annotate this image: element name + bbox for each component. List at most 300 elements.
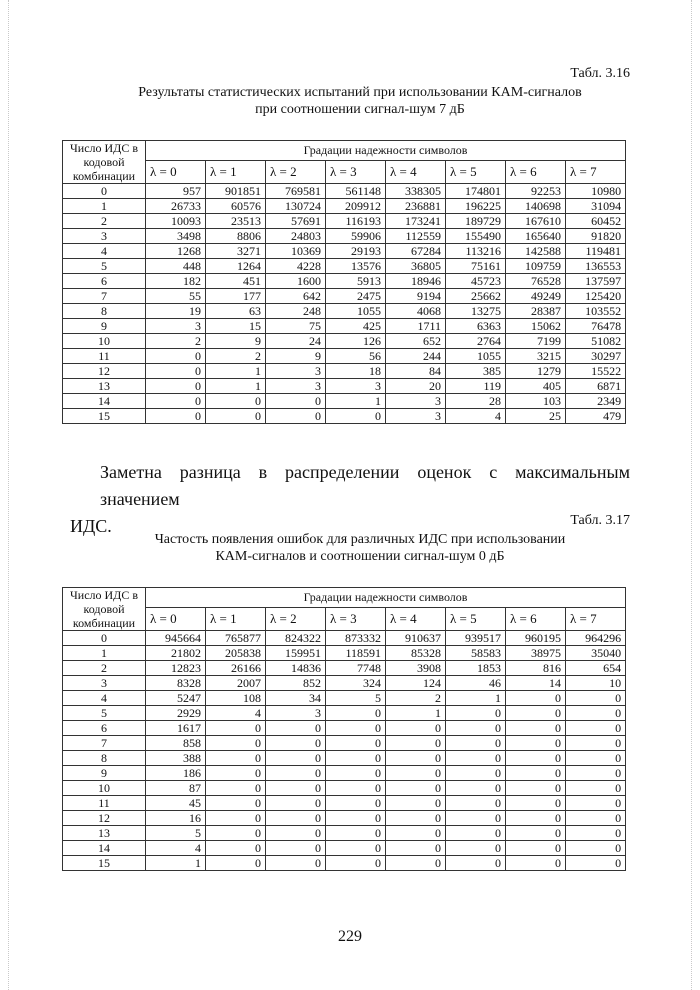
value-cell: 63 (206, 304, 266, 319)
value-cell: 10 (566, 676, 626, 691)
value-cell: 451 (206, 274, 266, 289)
row-index-cell: 2 (63, 661, 146, 676)
value-cell: 0 (206, 841, 266, 856)
value-cell: 34 (266, 691, 326, 706)
value-cell: 945664 (146, 631, 206, 646)
table1-caption (60, 84, 660, 118)
value-cell: 0 (446, 811, 506, 826)
value-cell: 13576 (326, 259, 386, 274)
value-cell: 9 (266, 349, 326, 364)
value-cell: 0 (446, 841, 506, 856)
value-cell: 852 (266, 676, 326, 691)
table1-lambda-row (63, 160, 626, 183)
value-cell: 3 (326, 379, 386, 394)
row-index-cell: 3 (63, 229, 146, 244)
body-paragraph (70, 459, 630, 540)
value-cell: 0 (386, 751, 446, 766)
value-cell: 0 (566, 781, 626, 796)
value-cell: 236881 (386, 199, 446, 214)
row-index-cell: 5 (63, 706, 146, 721)
table-row (63, 826, 626, 841)
value-cell: 3 (266, 364, 326, 379)
value-cell: 4 (446, 409, 506, 424)
table1-lambda-header: λ = 5 (446, 160, 506, 183)
value-cell: 9194 (386, 289, 446, 304)
row-index-cell: 14 (63, 394, 146, 409)
value-cell: 957 (146, 184, 206, 199)
value-cell: 0 (446, 781, 506, 796)
row-index-cell: 11 (63, 349, 146, 364)
value-cell: 0 (206, 736, 266, 751)
value-cell: 56 (326, 349, 386, 364)
value-cell: 177 (206, 289, 266, 304)
value-cell: 30297 (566, 349, 626, 364)
table-row (63, 856, 626, 871)
value-cell: 189729 (446, 214, 506, 229)
value-cell: 0 (566, 856, 626, 871)
value-cell: 0 (446, 796, 506, 811)
value-cell: 0 (566, 826, 626, 841)
value-cell: 2 (206, 349, 266, 364)
value-cell: 125420 (566, 289, 626, 304)
paragraph-line1: Заметна разница в распределении оценок с максимальным значением (100, 462, 630, 509)
value-cell: 0 (266, 409, 326, 424)
value-cell: 59906 (326, 229, 386, 244)
table-row (63, 229, 626, 244)
value-cell: 142588 (506, 244, 566, 259)
value-cell: 1 (386, 706, 446, 721)
value-cell: 0 (386, 766, 446, 781)
value-cell: 108 (206, 691, 266, 706)
value-cell: 0 (566, 796, 626, 811)
value-cell: 1 (146, 856, 206, 871)
table1-lambda-header: λ = 3 (326, 160, 386, 183)
value-cell: 0 (326, 736, 386, 751)
table-row (63, 379, 626, 394)
value-cell: 2 (386, 691, 446, 706)
value-cell: 388 (146, 751, 206, 766)
value-cell: 0 (566, 721, 626, 736)
value-cell: 1853 (446, 661, 506, 676)
value-cell: 0 (266, 736, 326, 751)
value-cell: 67284 (386, 244, 446, 259)
value-cell: 84 (386, 364, 446, 379)
value-cell: 18946 (386, 274, 446, 289)
row-index-cell: 8 (63, 304, 146, 319)
table-row (63, 811, 626, 826)
value-cell: 0 (206, 751, 266, 766)
value-cell: 0 (206, 394, 266, 409)
row-index-cell: 4 (63, 244, 146, 259)
value-cell: 448 (146, 259, 206, 274)
value-cell: 45723 (446, 274, 506, 289)
value-cell: 3215 (506, 349, 566, 364)
value-cell: 60576 (206, 199, 266, 214)
table2-caption-line2: КАМ-сигналов и соотношении сигнал-шум 0 дБ (215, 549, 505, 564)
value-cell: 205838 (206, 646, 266, 661)
row-index-cell: 12 (63, 364, 146, 379)
value-cell: 0 (506, 826, 566, 841)
table-row (63, 394, 626, 409)
value-cell: 960195 (506, 631, 566, 646)
value-cell: 0 (266, 796, 326, 811)
table-row (63, 259, 626, 274)
value-cell: 13275 (446, 304, 506, 319)
value-cell: 137597 (566, 274, 626, 289)
table1-lambda-header: λ = 2 (266, 160, 326, 183)
row-index-cell: 15 (63, 409, 146, 424)
table-row (63, 184, 626, 199)
value-cell: 28387 (506, 304, 566, 319)
value-cell: 3 (386, 394, 446, 409)
table1 (62, 140, 626, 424)
table-row (63, 244, 626, 259)
table2-lambda-header: λ = 1 (206, 607, 266, 630)
table-row (63, 289, 626, 304)
value-cell: 654 (566, 661, 626, 676)
table-row (63, 781, 626, 796)
value-cell: 8806 (206, 229, 266, 244)
value-cell: 26733 (146, 199, 206, 214)
value-cell: 15 (206, 319, 266, 334)
value-cell: 103 (506, 394, 566, 409)
value-cell: 5 (326, 691, 386, 706)
value-cell: 0 (326, 796, 386, 811)
value-cell: 25 (506, 409, 566, 424)
value-cell: 3498 (146, 229, 206, 244)
value-cell: 0 (506, 736, 566, 751)
value-cell: 910637 (386, 631, 446, 646)
value-cell: 4 (146, 841, 206, 856)
table1-caption-line1: Результаты статистических испытаний при использовании КАМ-сигналов (138, 85, 582, 100)
value-cell: 51082 (566, 334, 626, 349)
value-cell: 3 (146, 319, 206, 334)
value-cell: 858 (146, 736, 206, 751)
row-index-cell: 7 (63, 289, 146, 304)
table-row (63, 661, 626, 676)
row-index-cell: 3 (63, 676, 146, 691)
value-cell: 0 (386, 796, 446, 811)
value-cell: 24803 (266, 229, 326, 244)
value-cell: 14 (506, 676, 566, 691)
value-cell: 116193 (326, 214, 386, 229)
value-cell: 18 (326, 364, 386, 379)
value-cell: 873332 (326, 631, 386, 646)
value-cell: 0 (206, 796, 266, 811)
value-cell: 186 (146, 766, 206, 781)
value-cell: 182 (146, 274, 206, 289)
row-index-cell: 13 (63, 379, 146, 394)
value-cell: 20 (386, 379, 446, 394)
value-cell: 26166 (206, 661, 266, 676)
table2-lambda-header: λ = 4 (386, 607, 446, 630)
row-index-cell: 15 (63, 856, 146, 871)
table1-group-header: Градации надежности символов (146, 141, 626, 161)
value-cell: 2 (146, 334, 206, 349)
value-cell: 0 (266, 394, 326, 409)
table2-row-header: Число ИДС в кодовой комбинации (63, 588, 146, 631)
table-row (63, 214, 626, 229)
value-cell: 0 (506, 751, 566, 766)
value-cell: 0 (146, 349, 206, 364)
table2-group-header: Градации надежности символов (146, 588, 626, 608)
value-cell: 87 (146, 781, 206, 796)
table-row (63, 319, 626, 334)
table-row (63, 691, 626, 706)
value-cell: 112559 (386, 229, 446, 244)
value-cell: 173241 (386, 214, 446, 229)
table1-row-header: Число ИДС в кодовой комбинации (63, 141, 146, 184)
table1-lambda-header: λ = 4 (386, 160, 446, 183)
value-cell: 2764 (446, 334, 506, 349)
value-cell: 0 (326, 766, 386, 781)
value-cell: 75161 (446, 259, 506, 274)
table-row (63, 676, 626, 691)
table1-number: Табл. 3.16 (570, 66, 630, 81)
value-cell: 0 (506, 781, 566, 796)
value-cell: 16 (146, 811, 206, 826)
value-cell: 0 (446, 736, 506, 751)
value-cell: 55 (146, 289, 206, 304)
value-cell: 12823 (146, 661, 206, 676)
value-cell: 76478 (566, 319, 626, 334)
table2 (62, 587, 626, 871)
table2-lambda-header: λ = 0 (146, 607, 206, 630)
row-index-cell: 10 (63, 781, 146, 796)
value-cell: 165640 (506, 229, 566, 244)
table-row (63, 334, 626, 349)
value-cell: 901851 (206, 184, 266, 199)
value-cell: 5247 (146, 691, 206, 706)
value-cell: 28 (446, 394, 506, 409)
table1-lambda-header: λ = 7 (566, 160, 626, 183)
value-cell: 0 (206, 856, 266, 871)
value-cell: 0 (386, 781, 446, 796)
value-cell: 425 (326, 319, 386, 334)
value-cell: 0 (326, 841, 386, 856)
value-cell: 816 (506, 661, 566, 676)
value-cell: 130724 (266, 199, 326, 214)
value-cell: 2007 (206, 676, 266, 691)
value-cell: 0 (506, 766, 566, 781)
value-cell: 15062 (506, 319, 566, 334)
value-cell: 29193 (326, 244, 386, 259)
value-cell: 3 (266, 379, 326, 394)
value-cell: 113216 (446, 244, 506, 259)
table1-caption-line2: при соотношении сигнал-шум 7 дБ (255, 102, 465, 117)
value-cell: 4228 (266, 259, 326, 274)
value-cell: 1268 (146, 244, 206, 259)
value-cell: 10369 (266, 244, 326, 259)
value-cell: 4 (206, 706, 266, 721)
table2-lambda-row (63, 607, 626, 630)
value-cell: 174801 (446, 184, 506, 199)
table-row (63, 274, 626, 289)
value-cell: 0 (206, 721, 266, 736)
value-cell: 103552 (566, 304, 626, 319)
value-cell: 248 (266, 304, 326, 319)
value-cell: 1 (206, 364, 266, 379)
value-cell: 118591 (326, 646, 386, 661)
row-index-cell: 10 (63, 334, 146, 349)
value-cell: 3271 (206, 244, 266, 259)
value-cell: 3 (266, 706, 326, 721)
page-left-border (8, 0, 9, 990)
value-cell: 1711 (386, 319, 446, 334)
value-cell: 0 (206, 811, 266, 826)
table1-lambda-header: λ = 0 (146, 160, 206, 183)
value-cell: 6363 (446, 319, 506, 334)
value-cell: 0 (266, 811, 326, 826)
table-row (63, 766, 626, 781)
table-row (63, 796, 626, 811)
value-cell: 324 (326, 676, 386, 691)
value-cell: 2349 (566, 394, 626, 409)
value-cell: 0 (146, 379, 206, 394)
value-cell: 0 (206, 409, 266, 424)
value-cell: 0 (266, 751, 326, 766)
value-cell: 10093 (146, 214, 206, 229)
value-cell: 0 (386, 841, 446, 856)
value-cell: 3908 (386, 661, 446, 676)
value-cell: 0 (566, 841, 626, 856)
row-index-cell: 13 (63, 826, 146, 841)
value-cell: 5 (146, 826, 206, 841)
table-row (63, 631, 626, 646)
value-cell: 0 (146, 394, 206, 409)
value-cell: 0 (206, 781, 266, 796)
value-cell: 92253 (506, 184, 566, 199)
value-cell: 25662 (446, 289, 506, 304)
value-cell: 0 (146, 364, 206, 379)
table-row (63, 304, 626, 319)
value-cell: 46 (446, 676, 506, 691)
value-cell: 0 (326, 826, 386, 841)
row-index-cell: 11 (63, 796, 146, 811)
table-row (63, 706, 626, 721)
value-cell: 0 (566, 691, 626, 706)
value-cell: 57691 (266, 214, 326, 229)
value-cell: 10980 (566, 184, 626, 199)
value-cell: 652 (386, 334, 446, 349)
row-index-cell: 9 (63, 319, 146, 334)
value-cell: 31094 (566, 199, 626, 214)
value-cell: 0 (266, 856, 326, 871)
row-index-cell: 12 (63, 811, 146, 826)
value-cell: 0 (386, 721, 446, 736)
table-row (63, 409, 626, 424)
value-cell: 0 (326, 751, 386, 766)
value-cell: 85328 (386, 646, 446, 661)
value-cell: 0 (506, 796, 566, 811)
value-cell: 385 (446, 364, 506, 379)
value-cell: 167610 (506, 214, 566, 229)
value-cell: 109759 (506, 259, 566, 274)
table2-lambda-header: λ = 3 (326, 607, 386, 630)
value-cell: 765877 (206, 631, 266, 646)
value-cell: 7199 (506, 334, 566, 349)
value-cell: 0 (446, 706, 506, 721)
table-row (63, 364, 626, 379)
row-index-cell: 5 (63, 259, 146, 274)
value-cell: 36805 (386, 259, 446, 274)
value-cell: 1055 (326, 304, 386, 319)
table1-body (63, 184, 626, 424)
value-cell: 0 (566, 766, 626, 781)
table2-lambda-header: λ = 2 (266, 607, 326, 630)
value-cell: 939517 (446, 631, 506, 646)
value-cell: 209912 (326, 199, 386, 214)
value-cell: 0 (446, 721, 506, 736)
value-cell: 561148 (326, 184, 386, 199)
value-cell: 0 (326, 721, 386, 736)
value-cell: 0 (206, 826, 266, 841)
value-cell: 0 (266, 841, 326, 856)
row-index-cell: 4 (63, 691, 146, 706)
table2-caption (60, 531, 660, 565)
value-cell: 7748 (326, 661, 386, 676)
row-index-cell: 6 (63, 274, 146, 289)
value-cell: 0 (326, 811, 386, 826)
value-cell: 14836 (266, 661, 326, 676)
value-cell: 126 (326, 334, 386, 349)
row-index-cell: 1 (63, 199, 146, 214)
value-cell: 0 (386, 826, 446, 841)
value-cell: 0 (506, 811, 566, 826)
value-cell: 24 (266, 334, 326, 349)
value-cell: 75 (266, 319, 326, 334)
value-cell: 91820 (566, 229, 626, 244)
value-cell: 0 (146, 409, 206, 424)
table2-caption-line1: Частость появления ошибок для различных ИДС при использовании (154, 532, 566, 547)
value-cell: 119481 (566, 244, 626, 259)
value-cell: 3 (386, 409, 446, 424)
value-cell: 119 (446, 379, 506, 394)
value-cell: 0 (446, 856, 506, 871)
value-cell: 0 (506, 691, 566, 706)
table2-lambda-header: λ = 7 (566, 607, 626, 630)
value-cell: 8328 (146, 676, 206, 691)
value-cell: 15522 (566, 364, 626, 379)
value-cell: 0 (566, 811, 626, 826)
row-index-cell: 6 (63, 721, 146, 736)
value-cell: 0 (386, 736, 446, 751)
value-cell: 21802 (146, 646, 206, 661)
value-cell: 60452 (566, 214, 626, 229)
value-cell: 0 (266, 781, 326, 796)
value-cell: 1600 (266, 274, 326, 289)
row-index-cell: 1 (63, 646, 146, 661)
page-right-border (691, 0, 692, 990)
value-cell: 0 (566, 751, 626, 766)
value-cell: 155490 (446, 229, 506, 244)
value-cell: 136553 (566, 259, 626, 274)
value-cell: 1 (326, 394, 386, 409)
value-cell: 76528 (506, 274, 566, 289)
row-index-cell: 0 (63, 631, 146, 646)
value-cell: 58583 (446, 646, 506, 661)
value-cell: 49249 (506, 289, 566, 304)
value-cell: 140698 (506, 199, 566, 214)
table1-lambda-header: λ = 1 (206, 160, 266, 183)
table2-number: Табл. 3.17 (570, 513, 630, 528)
value-cell: 1617 (146, 721, 206, 736)
value-cell: 0 (386, 811, 446, 826)
value-cell: 0 (266, 826, 326, 841)
value-cell: 0 (266, 766, 326, 781)
value-cell: 1264 (206, 259, 266, 274)
value-cell: 19 (146, 304, 206, 319)
